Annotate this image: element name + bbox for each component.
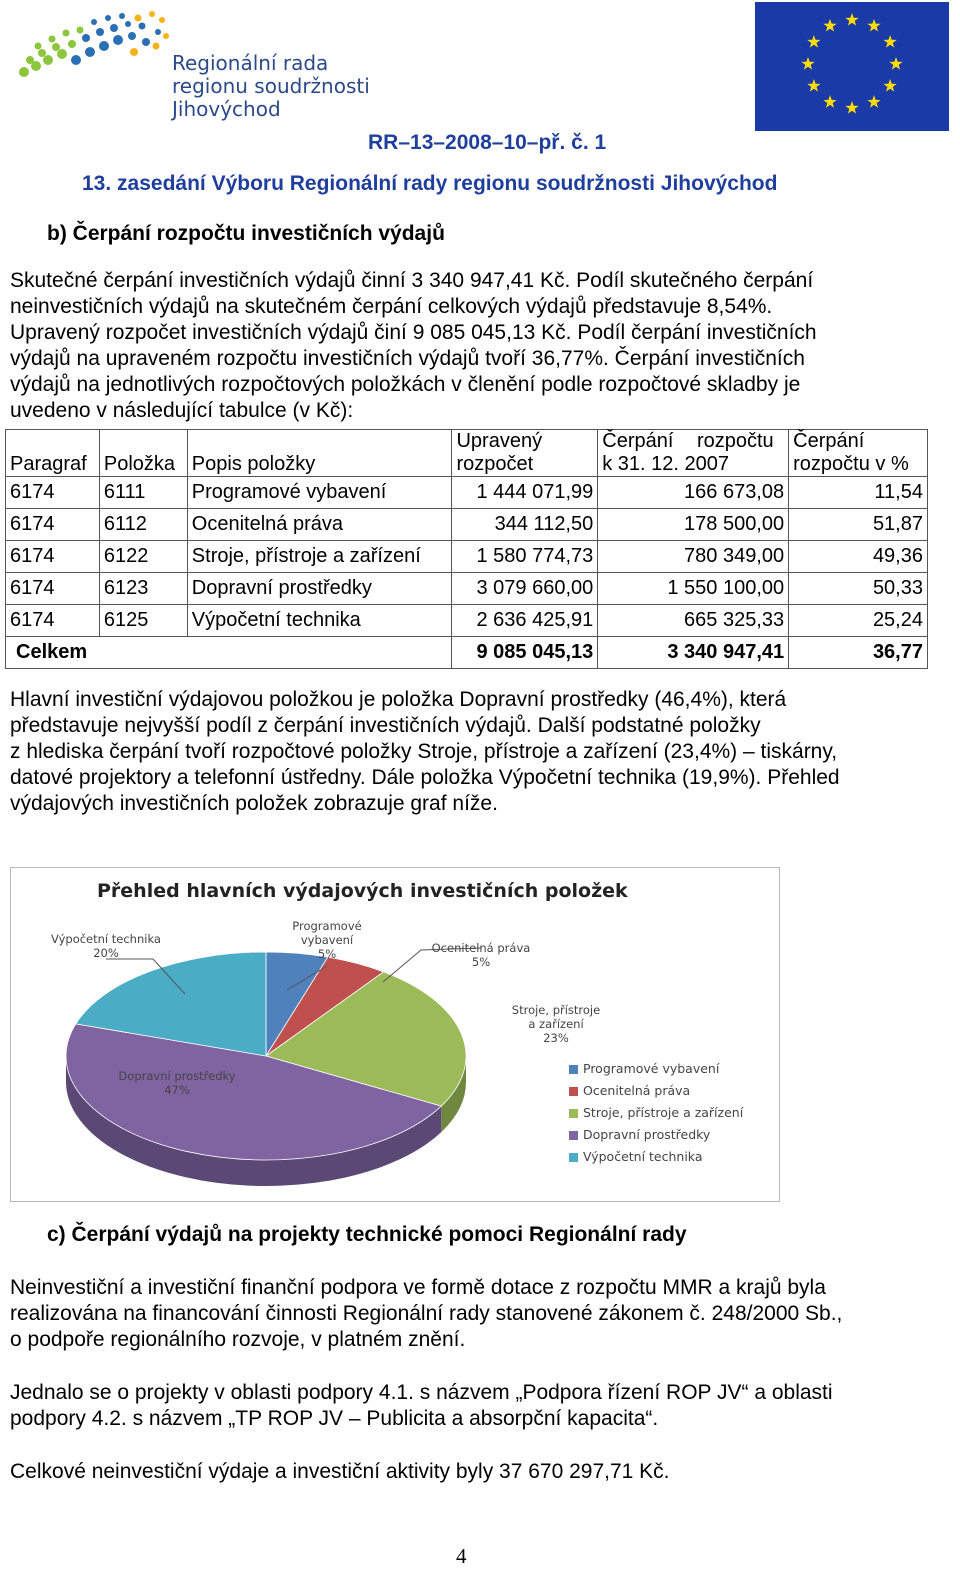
header-paragraf: Paragraf xyxy=(6,430,100,477)
analysis-line: datové projektory a telefonní ústředny. Dále položka Výpočetní technika (19,9%). Přehled xyxy=(10,766,840,789)
total-cerpani: 3 340 947,41 xyxy=(598,637,789,669)
pie-chart-canvas xyxy=(11,868,779,1201)
c-line: o podpoře regionálního rozvoje, v platném znění. xyxy=(10,1328,466,1351)
header-upraveny-rozpocet xyxy=(452,430,598,477)
investment-pie-chart xyxy=(10,867,780,1202)
cell-popis: Stroje, přístroje a zařízení xyxy=(187,541,452,573)
cell-procenta: 50,33 xyxy=(789,573,928,605)
intro-line: neinvestičních výdajů na skutečném čerpání celkových výdajů představuje 8,54%. xyxy=(10,295,773,318)
cell-polozka: 6122 xyxy=(99,541,187,573)
c-line: realizována na financování činnosti Regionální rady stanovené zákonem č. 248/2000 Sb., xyxy=(10,1302,843,1325)
eu-star-icon xyxy=(807,79,820,92)
cell-polozka: 6125 xyxy=(99,605,187,637)
cell-paragraf: 6174 xyxy=(6,605,100,637)
pie-data-label: Ocenitelná práva xyxy=(431,941,531,955)
pie-data-label: Výpočetní technika xyxy=(51,932,161,946)
table-row xyxy=(6,605,928,637)
legend-label: Dopravní prostředky xyxy=(583,1127,711,1142)
header-line: Čerpání xyxy=(793,430,865,452)
header-line: k 31. 12. 2007 xyxy=(602,453,730,475)
legend-label: Stroje, přístroje a zařízení xyxy=(583,1105,744,1120)
chart-title: Přehled hlavních výdajových investičních položek xyxy=(97,880,628,902)
legend-swatch xyxy=(569,1065,578,1074)
cell-polozka: 6123 xyxy=(99,573,187,605)
eu-star-icon xyxy=(845,13,858,26)
table-row xyxy=(6,541,928,573)
intro-line: Upravený rozpočet investičních výdajů činí 9 085 045,13 Kč. Podíl čerpání investičních xyxy=(10,321,817,344)
analysis-line: výdajových investičních položek zobrazuje graf níže. xyxy=(10,792,498,815)
eu-star-icon xyxy=(807,35,820,48)
total-procenta: 36,77 xyxy=(789,637,928,669)
header-line: Upravený xyxy=(456,430,543,452)
cell-paragraf: 6174 xyxy=(6,509,100,541)
intro-line: Skutečné čerpání investičních výdajů činní 3 340 947,41 Kč. Podíl skutečného čerpání xyxy=(10,269,814,292)
cell-popis: Výpočetní technika xyxy=(187,605,452,637)
pie-data-label: 5% xyxy=(317,947,337,961)
table-row xyxy=(6,509,928,541)
eu-flag-icon xyxy=(755,2,949,131)
cell-procenta: 49,36 xyxy=(789,541,928,573)
intro-line: výdajů na jednotlivých rozpočtových položkách v členění podle rozpočtové skladby je xyxy=(10,373,801,396)
c-line: Jednalo se o projekty v oblasti podpory 4.1. s názvem „Podpora řízení ROP JV“ a oblasti xyxy=(10,1381,833,1404)
pie-data-label: Stroje, přístroje xyxy=(511,1003,601,1017)
cell-upraveny: 2 636 425,91 xyxy=(452,605,598,637)
header-line: rozpočet xyxy=(456,453,534,475)
cell-upraveny: 3 079 660,00 xyxy=(452,573,598,605)
c-line: podpory 4.2. s názvem „TP ROP JV – Publicita a absorpční kapacita“. xyxy=(10,1407,659,1430)
section-c-paragraph-1 xyxy=(10,1275,918,1353)
logo-mark-icon xyxy=(12,6,172,96)
eu-star-icon xyxy=(889,57,902,70)
analysis-line: Hlavní investiční výdajovou položkou je položka Dopravní prostředky (46,4%), která xyxy=(10,688,787,711)
logo-line-2: regionu soudržnosti xyxy=(172,74,370,98)
logo-line-1: Regionální rada xyxy=(172,51,329,75)
cell-popis: Ocenitelná práva xyxy=(187,509,452,541)
pie-data-label: 5% xyxy=(471,955,491,969)
cell-paragraf: 6174 xyxy=(6,541,100,573)
logo-line-3: Jihovýchod xyxy=(172,97,281,121)
eu-star-icon xyxy=(801,57,814,70)
cell-cerpani: 780 349,00 xyxy=(598,541,789,573)
analysis-paragraph xyxy=(10,687,918,817)
cell-popis: Dopravní prostředky xyxy=(187,573,452,605)
section-c-heading: c) Čerpání výdajů na projekty technické pomoci Regionální rady xyxy=(47,1223,687,1246)
investment-budget-table xyxy=(5,429,928,669)
legend-swatch xyxy=(569,1109,578,1118)
header-polozka: Položka xyxy=(99,430,187,477)
legend-label: Výpočetní technika xyxy=(583,1149,703,1164)
document-id: RR–13–2008–10–př. č. 1 xyxy=(368,131,607,154)
cell-popis: Programové vybavení xyxy=(187,477,452,509)
total-label: Celkem xyxy=(6,637,452,669)
analysis-line: z hlediska čerpání tvoří rozpočtové položky Stroje, přístroje a zařízení (23,4%) – tiskárny, xyxy=(10,740,838,763)
c-line: Neinvestiční a investiční finanční podpora ve formě dotace z rozpočtu MMR a krajů byla xyxy=(10,1276,826,1299)
cell-cerpani: 178 500,00 xyxy=(598,509,789,541)
eu-star-icon xyxy=(867,95,880,108)
header-cerpani-procenta xyxy=(789,430,928,477)
legend-swatch xyxy=(569,1087,578,1096)
cell-procenta: 25,24 xyxy=(789,605,928,637)
table-header-row xyxy=(6,430,928,477)
section-b-heading: b) Čerpání rozpočtu investičních výdajů xyxy=(47,222,445,245)
section-b-intro xyxy=(10,268,918,424)
legend-label: Programové vybavení xyxy=(583,1061,720,1076)
cell-cerpani: 1 550 100,00 xyxy=(598,573,789,605)
cell-procenta: 51,87 xyxy=(789,509,928,541)
page-number: 4 xyxy=(456,1544,467,1568)
eu-star-icon xyxy=(823,19,836,32)
pie-data-label: Dopravní prostředky xyxy=(118,1069,236,1083)
table-total-row xyxy=(6,637,928,669)
total-upraveny: 9 085 045,13 xyxy=(452,637,598,669)
eu-star-icon xyxy=(883,35,896,48)
pie-data-label: 23% xyxy=(543,1031,569,1045)
cell-cerpani: 665 325,33 xyxy=(598,605,789,637)
pie-data-label: 20% xyxy=(93,946,119,960)
pie-data-label: vybavení xyxy=(300,933,354,947)
legend-swatch xyxy=(569,1131,578,1140)
cell-polozka: 6112 xyxy=(99,509,187,541)
eu-star-icon xyxy=(883,79,896,92)
c-line: Celkové neinvestiční výdaje a investiční aktivity byly 37 670 297,71 Kč. xyxy=(10,1460,670,1483)
cell-upraveny: 1 580 774,73 xyxy=(452,541,598,573)
header-line: Čerpání rozpočtu xyxy=(602,430,774,452)
intro-line: výdajů na upraveném rozpočtu investičních výdajů tvoří 36,77%. Čerpání investičních xyxy=(10,347,805,370)
legend-swatch xyxy=(569,1153,578,1162)
eu-star-icon xyxy=(867,19,880,32)
section-c-paragraph-2 xyxy=(10,1380,918,1432)
meeting-title: 13. zasedání Výboru Regionální rady regionu soudržnosti Jihovýchod xyxy=(82,172,778,195)
header-popis: Popis položky xyxy=(187,430,452,477)
cell-polozka: 6111 xyxy=(99,477,187,509)
legend-label: Ocenitelná práva xyxy=(583,1083,691,1098)
pie-data-label: 47% xyxy=(164,1083,190,1097)
cell-upraveny: 344 112,50 xyxy=(452,509,598,541)
intro-line: uvedeno v následující tabulce (v Kč): xyxy=(10,399,354,422)
regional-council-logo xyxy=(12,6,382,124)
cell-procenta: 11,54 xyxy=(789,477,928,509)
analysis-line: představuje nejvyšší podíl z čerpání investičních výdajů. Další podstatné položky xyxy=(10,714,761,737)
eu-star-icon xyxy=(845,101,858,114)
pie-data-label: Programové xyxy=(292,919,362,933)
cell-cerpani: 166 673,08 xyxy=(598,477,789,509)
header-cerpani-rozpoctu xyxy=(598,430,789,477)
eu-star-icon xyxy=(823,95,836,108)
cell-paragraf: 6174 xyxy=(6,573,100,605)
header-line: rozpočtu v % xyxy=(793,453,909,475)
section-c-paragraph-3 xyxy=(10,1459,918,1485)
table-row xyxy=(6,573,928,605)
pie-data-label: a zařízení xyxy=(528,1017,584,1031)
cell-upraveny: 1 444 071,99 xyxy=(452,477,598,509)
table-row xyxy=(6,477,928,509)
cell-paragraf: 6174 xyxy=(6,477,100,509)
